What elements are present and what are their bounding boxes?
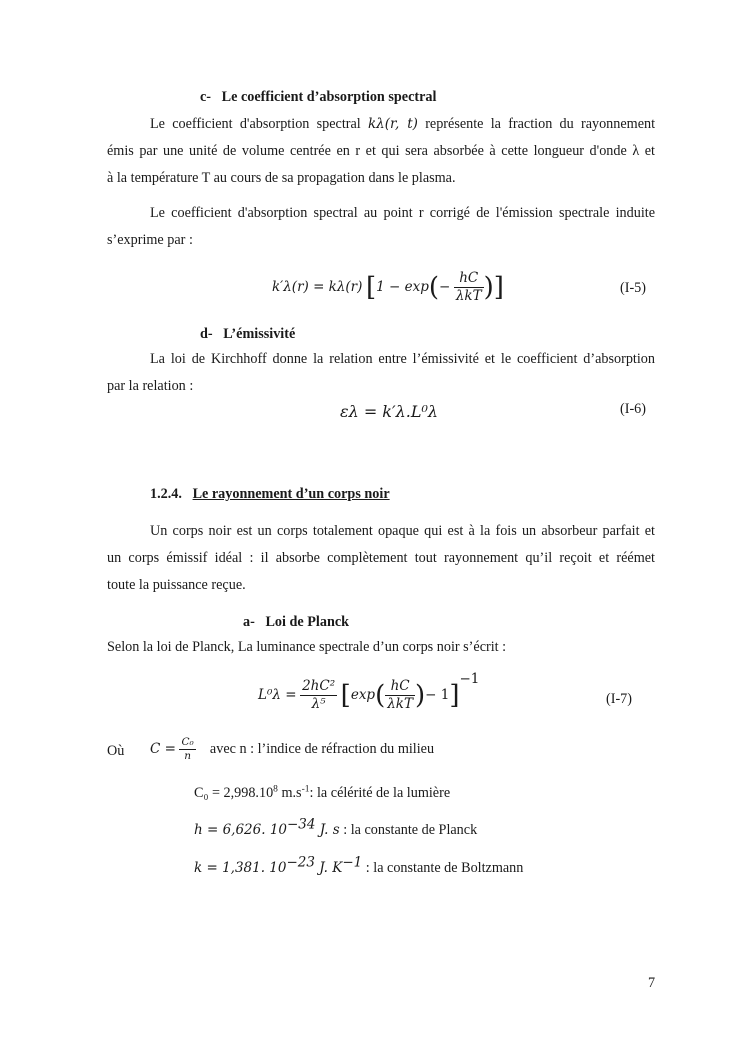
equation-number-I-5: (I-5): [620, 280, 646, 296]
paragraph-c-1: Le coefficient d'absorption spectral kλ(r, t) représente la fraction du rayonnement émis par une unité de volume centrée en r et qui sera absorbée à cette longueur d'onde λ et à la température T au cours de sa propagation dans le plasma.: [107, 116, 656, 186]
heading-d: d- L’émissivité: [200, 326, 296, 342]
def-h: h = 6,626. $10^{-34}$ J. s : la constante de Planck: [194, 816, 478, 838]
paragraph-corps-noir: Un corps noir est un corps totalement opaque qui est à la fois un absorbeur parfait et un corps émissif idéal : il absorbe complètement tout rayonnement qu’il reçoit et réémet toute la puissance reçue.: [107, 523, 655, 593]
planck-intro: Selon la loi de Planck, La luminance spectrale d’un corps noir s’écrit :: [107, 639, 507, 655]
heading-a: a- Loi de Planck: [243, 614, 350, 630]
paragraph-d: La loi de Kirchhoff donne la relation entre l’émissivité et le coefficient d’absorption par la relation :: [107, 351, 655, 394]
equation-I-7: L⁰λ = $\frac{\text{2hC²}}{\text{λ⁵}}$ [exp( $\frac{hC}{\text{λkT}}$ )− 1]$^{-1}$: [258, 670, 480, 712]
heading-1-2-4: 1.2.4. Le rayonnement d’un corps noir: [150, 486, 390, 502]
heading-c-title: Le coefficient d’absorption spectral: [221, 89, 437, 105]
heading-c: [200, 89, 436, 106]
heading-c-marker: c-: [200, 89, 212, 105]
def-c0: $C_0 = 2,998.10^8$ $m.s^{-1}$: la célérité de la lumière: [194, 784, 451, 801]
equation-I-6: ελ = k′λ.L⁰λ: [340, 402, 439, 421]
math-k-lambda-rt: kλ(r, t): [367, 116, 418, 132]
equation-number-I-7: (I-7): [606, 691, 632, 707]
page-number: 7: [648, 975, 656, 991]
equation-number-I-6: (I-6): [620, 401, 646, 417]
def-k: k = 1,381. $10^{-23}$ J. $K^{-1}$ : la constante de Boltzmann: [194, 854, 524, 876]
def-ou: Où: [107, 743, 125, 759]
paragraph-c-2: Le coefficient d'absorption spectral au point r corrigé de l'émission spectrale induite s’exprime par :: [107, 205, 655, 248]
equation-I-5: k′λ(r) = kλ(r) [1 − exp(− $\frac{hC}{\text{λkT}}$ )]: [272, 270, 504, 304]
def-c: C = $\frac{\text{C₀}}{n}$ avec n : l’indice de réfraction du milieu: [150, 736, 435, 762]
